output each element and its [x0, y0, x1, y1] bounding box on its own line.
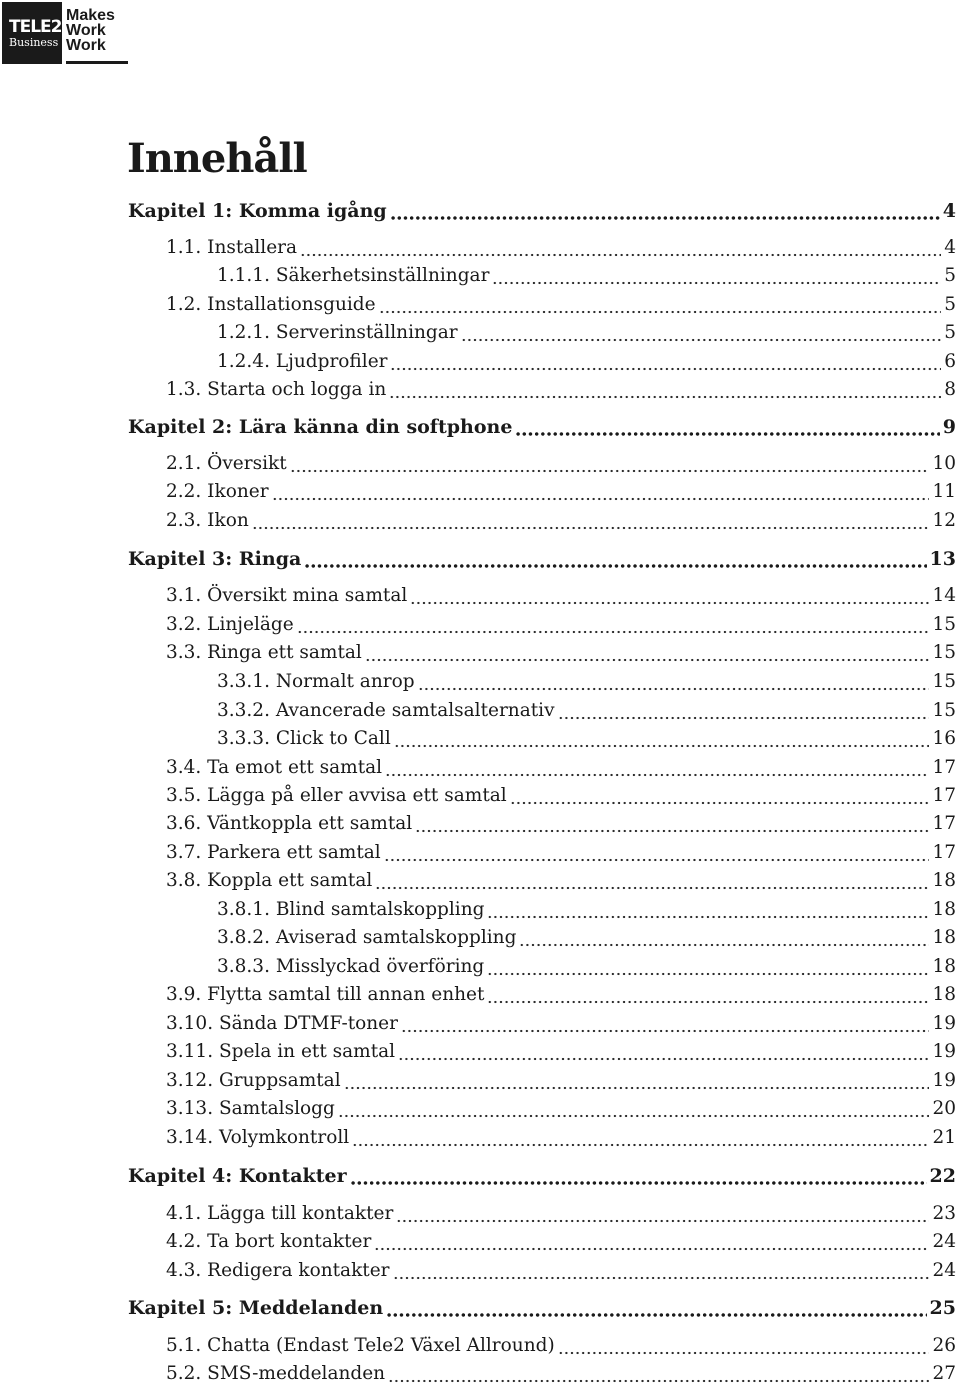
toc-entry-title: 3.2. Linjeläge [166, 614, 294, 635]
toc-section-entry[interactable] [166, 757, 956, 783]
toc-chapter-entry[interactable] [128, 200, 956, 226]
toc-entry-title: 3.8.3. Misslyckad överföring [217, 956, 485, 977]
toc-dot-leader [272, 496, 930, 502]
toc-dot-leader [558, 1350, 930, 1356]
toc-entry-title: 1.3. Starta och logga in [166, 379, 387, 400]
toc-entry-title: 2.3. Ikon [166, 510, 249, 531]
toc-chapter-entry[interactable] [128, 1297, 956, 1323]
toc-chapter-entry[interactable] [128, 548, 956, 574]
toc-page-number: 13 [929, 548, 956, 570]
toc-section-entry[interactable] [166, 294, 956, 320]
toc-section-entry[interactable] [217, 956, 956, 982]
toc-page-number: 17 [932, 813, 956, 834]
toc-dot-leader [390, 366, 941, 372]
toc-dot-leader [487, 971, 929, 977]
toc-page-number: 17 [932, 757, 956, 778]
toc-page-number: 5 [944, 265, 956, 286]
logo-brand: TELE2 [9, 16, 62, 37]
toc-page-number: 6 [944, 351, 956, 372]
toc-section-entry[interactable] [166, 1013, 956, 1039]
toc-dot-leader [515, 431, 939, 437]
toc-entry-title: 3.8. Koppla ett samtal [166, 870, 373, 891]
toc-dot-leader [510, 800, 930, 806]
toc-section-entry[interactable] [217, 899, 956, 925]
toc-section-entry[interactable] [166, 1260, 956, 1286]
page-title: Innehåll [127, 135, 307, 182]
toc-section-entry[interactable] [166, 1127, 956, 1153]
toc-dot-leader [393, 1275, 930, 1281]
toc-page-number: 18 [932, 984, 956, 1005]
toc-entry-title: 3.4. Ta emot ett samtal [166, 757, 383, 778]
toc-section-entry[interactable] [166, 453, 956, 479]
toc-section-entry[interactable] [166, 379, 956, 405]
toc-page-number: 4 [944, 237, 956, 258]
toc-page-number: 15 [932, 642, 956, 663]
toc-entry-title: 4.1. Lägga till kontakter [166, 1203, 394, 1224]
toc-entry-title: 3.10. Sända DTMF-toner [166, 1013, 398, 1034]
toc-page-number: 25 [929, 1297, 956, 1319]
logo-tagline-line: Work [66, 37, 106, 54]
toc-entry-title: 2.1. Översikt [166, 453, 287, 474]
toc-page-number: 10 [932, 453, 956, 474]
toc-dot-leader [487, 914, 929, 920]
toc-dot-leader [386, 1312, 926, 1318]
toc-entry-title: 3.11. Spela in ett samtal [166, 1041, 396, 1062]
toc-dot-leader [252, 525, 930, 531]
toc-dot-leader [461, 337, 942, 343]
toc-section-entry[interactable] [166, 1231, 956, 1257]
toc-dot-leader [492, 280, 941, 286]
toc-section-entry[interactable] [166, 1098, 956, 1124]
toc-chapter-entry[interactable] [128, 416, 956, 442]
toc-page-number: 14 [932, 585, 956, 606]
toc-section-entry[interactable] [166, 1070, 956, 1096]
logo-sub: Business [9, 35, 59, 49]
toc-page-number: 12 [932, 510, 956, 531]
toc-page-number: 16 [932, 728, 956, 749]
toc-dot-leader [290, 468, 930, 474]
toc-entry-title: 3.13. Samtalslogg [166, 1098, 335, 1119]
logo-tagline-line: Makes [66, 7, 115, 24]
toc-section-entry[interactable] [217, 265, 956, 291]
toc-entry-title: 3.8.2. Aviserad samtalskoppling [217, 927, 517, 948]
toc-page-number: 18 [932, 899, 956, 920]
toc-entry-title: 5.2. SMS-meddelanden [166, 1363, 386, 1384]
toc-section-entry[interactable] [217, 351, 956, 377]
toc-entry-title: 3.3.2. Avancerade samtalsalternativ [217, 700, 555, 721]
toc-entry-title: 1.2. Installationsguide [166, 294, 376, 315]
toc-page-number: 15 [932, 614, 956, 635]
toc-section-entry[interactable] [166, 510, 956, 536]
toc-entry-title: 3.12. Gruppsamtal [166, 1070, 341, 1091]
toc-dot-leader [350, 1180, 927, 1186]
toc-entry-title: 3.9. Flytta samtal till annan enhet [166, 984, 485, 1005]
toc-entry-title: 4.2. Ta bort kontakter [166, 1231, 372, 1252]
toc-dot-leader [487, 999, 929, 1005]
toc-section-entry[interactable] [166, 481, 956, 507]
toc-page-number: 19 [932, 1070, 956, 1091]
toc-entry-title: 3.8.1. Blind samtalskoppling [217, 899, 485, 920]
toc-entry-title: 1.1. Installera [166, 237, 298, 258]
toc-entry-title: 3.6. Väntkoppla ett samtal [166, 813, 413, 834]
toc-section-entry[interactable] [217, 700, 956, 726]
toc-entry-title: Kapitel 2: Lära känna din softphone [128, 416, 513, 438]
toc-section-entry[interactable] [217, 927, 956, 953]
toc-dot-leader [374, 1246, 929, 1252]
toc-dot-leader [385, 772, 929, 778]
toc-dot-leader [304, 563, 926, 569]
toc-page-number: 26 [932, 1335, 956, 1356]
toc-dot-leader [415, 828, 929, 834]
toc-page-number: 8 [944, 379, 956, 400]
toc-dot-leader [401, 1028, 929, 1034]
toc-section-entry[interactable] [166, 785, 956, 811]
toc-section-entry[interactable] [166, 585, 956, 611]
toc-entry-title: Kapitel 4: Kontakter [128, 1165, 347, 1187]
toc-entry-title: 3.1. Översikt mina samtal [166, 585, 408, 606]
toc-entry-title: 1.2.4. Ljudprofiler [217, 351, 388, 372]
toc-page-number: 18 [932, 956, 956, 977]
toc-entry-title: 3.7. Parkera ett samtal [166, 842, 381, 863]
toc-chapter-entry[interactable] [128, 1165, 956, 1191]
toc-section-entry[interactable] [166, 614, 956, 640]
toc-page-number: 5 [944, 294, 956, 315]
toc-page-number: 22 [929, 1165, 956, 1187]
toc-section-entry[interactable] [166, 1203, 956, 1229]
toc-section-entry[interactable] [166, 984, 956, 1010]
logo-tagline-line: Work [66, 22, 106, 39]
toc-page-number: 27 [932, 1363, 956, 1384]
toc-page-number: 17 [932, 842, 956, 863]
toc-page-number: 21 [932, 1127, 956, 1148]
toc-dot-leader [389, 394, 941, 400]
toc-page-number: 18 [932, 927, 956, 948]
toc-section-entry[interactable] [166, 642, 956, 668]
toc-dot-leader [388, 1378, 929, 1384]
toc-dot-leader [375, 885, 929, 891]
toc-page-number: 20 [932, 1098, 956, 1119]
toc-dot-leader [519, 942, 929, 948]
toc-page-number: 18 [932, 870, 956, 891]
toc-dot-leader [338, 1113, 930, 1119]
toc-entry-title: 5.1. Chatta (Endast Tele2 Växel Allround) [166, 1335, 555, 1356]
toc-entry-title: 3.3.1. Normalt anrop [217, 671, 415, 692]
toc-dot-leader [384, 857, 930, 863]
toc-section-entry[interactable] [166, 1363, 956, 1389]
toc-dot-leader [410, 600, 929, 606]
toc-entry-title: 2.2. Ikoner [166, 481, 269, 502]
toc-entry-title: 1.2.1. Serverinställningar [217, 322, 458, 343]
toc-page-number: 15 [932, 671, 956, 692]
toc-dot-leader [418, 686, 930, 692]
toc-entry-title: 1.1.1. Säkerhetsinställningar [217, 265, 490, 286]
toc-section-entry[interactable] [217, 322, 956, 348]
toc-dot-leader [297, 629, 930, 635]
toc-section-entry[interactable] [166, 813, 956, 839]
toc-page-number: 11 [932, 481, 956, 502]
toc-entry-title: Kapitel 5: Meddelanden [128, 1297, 384, 1319]
toc-page-number: 5 [944, 322, 956, 343]
toc-section-entry[interactable] [217, 728, 956, 754]
toc-section-entry[interactable] [217, 671, 956, 697]
toc-dot-leader [558, 715, 930, 721]
toc-page-number: 24 [932, 1260, 956, 1281]
toc-section-entry[interactable] [166, 870, 956, 896]
toc-dot-leader [394, 743, 930, 749]
toc-entry-title: 3.5. Lägga på eller avvisa ett samtal [166, 785, 507, 806]
toc-page-number: 17 [932, 785, 956, 806]
toc-section-entry[interactable] [166, 237, 956, 263]
toc-dot-leader [300, 252, 941, 258]
toc-page-number: 19 [932, 1041, 956, 1062]
toc-entry-title: 4.3. Redigera kontakter [166, 1260, 390, 1281]
toc-page-number: 23 [932, 1203, 956, 1224]
toc-dot-leader [390, 215, 940, 221]
toc-page-number: 24 [932, 1231, 956, 1252]
toc-dot-leader [352, 1142, 929, 1148]
toc-dot-leader [379, 309, 942, 315]
toc-page-number: 9 [942, 416, 956, 438]
toc-entry-title: 3.3.3. Click to Call [217, 728, 391, 749]
toc-dot-leader [344, 1085, 930, 1091]
toc-entry-title: Kapitel 3: Ringa [128, 548, 302, 570]
toc-page-number: 15 [932, 700, 956, 721]
toc-dot-leader [365, 657, 930, 663]
toc-entry-title: 3.3. Ringa ett samtal [166, 642, 362, 663]
toc-section-entry[interactable] [166, 1335, 956, 1361]
toc-page-number: 19 [932, 1013, 956, 1034]
toc-dot-leader [396, 1218, 929, 1224]
toc-section-entry[interactable] [166, 842, 956, 868]
toc-dot-leader [398, 1056, 929, 1062]
toc-section-entry[interactable] [166, 1041, 956, 1067]
toc-entry-title: 3.14. Volymkontroll [166, 1127, 350, 1148]
toc-page-number: 4 [942, 200, 956, 222]
toc-entry-title: Kapitel 1: Komma igång [128, 200, 387, 222]
